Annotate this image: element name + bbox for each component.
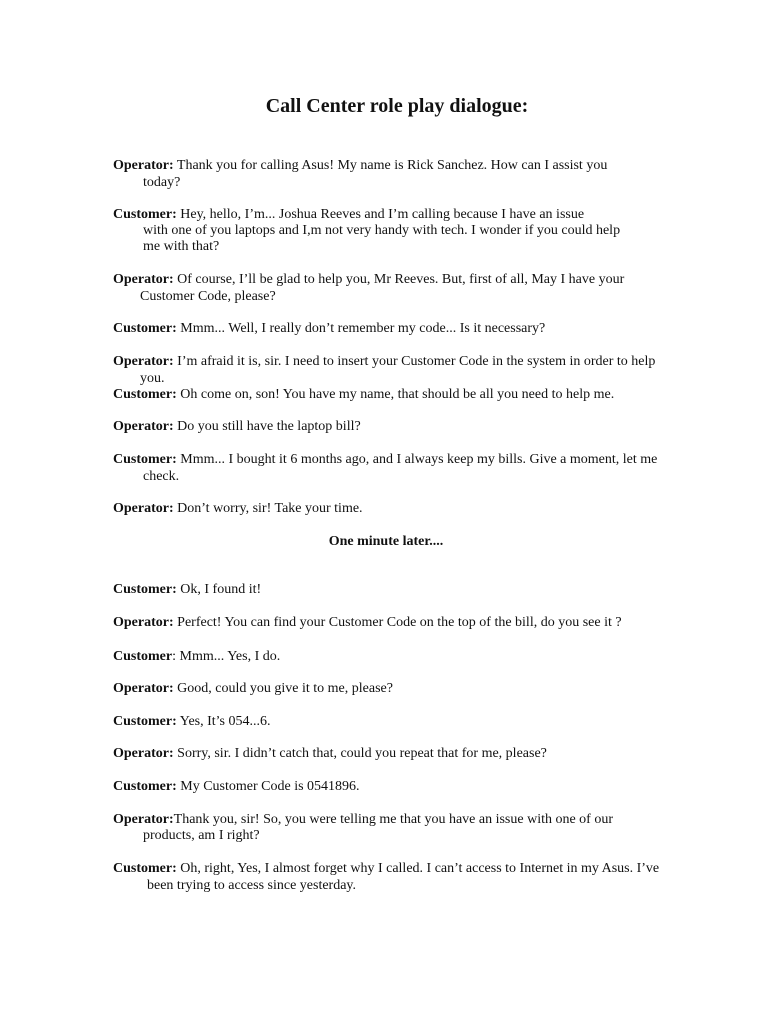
dialogue-line	[113, 648, 673, 665]
dialogue-continuation: been trying to access since yesterday.	[147, 878, 357, 893]
dialogue-continuation: products, am I right?	[143, 828, 260, 843]
dialogue-text: Hey, hello, I’m... Joshua Reeves and I’m calling because I have an issue	[176, 207, 585, 222]
dialogue-line	[113, 581, 673, 598]
dialogue-continuation: you.	[140, 371, 165, 386]
speaker-label: Operator:	[113, 501, 174, 516]
speaker-label: Operator:	[113, 158, 174, 173]
dialogue-text: Oh come on, son! You have my name, that should be all you need to help me.	[176, 387, 615, 402]
document-title: Call Center role play dialogue:	[265, 95, 529, 117]
speaker-label: Customer	[113, 649, 173, 664]
speaker-label: Operator:	[113, 615, 174, 630]
dialogue-line	[113, 353, 673, 370]
dialogue-text: Ok, I found it!	[176, 582, 262, 597]
dialogue-text: Do you still have the laptop bill?	[173, 419, 361, 434]
dialogue-text: Mmm... Well, I really don’t remember my code... Is it necessary?	[176, 321, 546, 336]
dialogue-text: I’m afraid it is, sir. I need to insert your Customer Code in the system in order to help	[173, 354, 656, 369]
dialogue-line	[113, 860, 673, 877]
dialogue-line	[113, 386, 673, 403]
dialogue-text: Good, could you give it to me, please?	[173, 681, 393, 696]
speaker-label: Customer:	[113, 452, 177, 467]
dialogue-continuation: Customer Code, please?	[140, 289, 276, 304]
dialogue-text: Sorry, sir. I didn’t catch that, could you repeat that for me, please?	[173, 746, 547, 761]
dialogue-line	[113, 451, 673, 468]
dialogue-text: : Mmm... Yes, I do.	[172, 649, 281, 664]
dialogue-line	[113, 500, 673, 517]
dialogue-continuation: check.	[143, 469, 180, 484]
dialogue-text: Mmm... I bought it 6 months ago, and I always keep my bills. Give a moment, let me	[176, 452, 658, 467]
dialogue-text: Oh, right, Yes, I almost forget why I called. I can’t access to Internet in my Asus. I’ve	[176, 861, 660, 876]
dialogue-text: Of course, I’ll be glad to help you, Mr Reeves. But, first of all, May I have your	[173, 272, 625, 287]
dialogue-text: My Customer Code is 0541896.	[176, 779, 360, 794]
dialogue-line	[113, 157, 673, 174]
dialogue-text: Yes, It’s 054...6.	[176, 714, 271, 729]
dialogue-line	[113, 811, 673, 828]
dialogue-line	[113, 713, 673, 730]
speaker-label: Customer:	[113, 582, 177, 597]
speaker-label: Customer:	[113, 207, 177, 222]
dialogue-text: Thank you, sir! So, you were telling me that you have an issue with one of our	[173, 812, 614, 827]
speaker-label: Customer:	[113, 861, 177, 876]
dialogue-text: Perfect! You can find your Customer Code on the top of the bill, do you see it ?	[173, 615, 622, 630]
speaker-label: Operator:	[113, 746, 174, 761]
dialogue-line	[113, 320, 673, 337]
speaker-label: Operator:	[113, 272, 174, 287]
speaker-label: Customer:	[113, 779, 177, 794]
dialogue-line	[113, 271, 673, 288]
dialogue-line	[113, 614, 673, 631]
dialogue-line	[113, 206, 673, 223]
speaker-label: Customer:	[113, 321, 177, 336]
speaker-label: Operator:	[113, 681, 174, 696]
speaker-label: Operator:	[113, 354, 174, 369]
speaker-label: Customer:	[113, 387, 177, 402]
dialogue-text: Don’t worry, sir! Take your time.	[173, 501, 363, 516]
dialogue-line	[113, 680, 673, 697]
speaker-label: Operator:	[113, 419, 174, 434]
speaker-label: Customer:	[113, 714, 177, 729]
dialogue-text: Thank you for calling Asus! My name is Rick Sanchez. How can I assist you	[173, 158, 608, 173]
dialogue-line	[113, 418, 673, 435]
dialogue-continuation: me with that?	[143, 239, 220, 254]
dialogue-continuation: with one of you laptops and I,m not very handy with tech. I wonder if you could help	[143, 223, 621, 238]
dialogue-continuation: today?	[143, 175, 181, 190]
dialogue-line	[113, 745, 673, 762]
dialogue-line	[113, 778, 673, 795]
speaker-label: Operator:	[113, 812, 174, 827]
scene-interlude: One minute later....	[328, 534, 444, 549]
